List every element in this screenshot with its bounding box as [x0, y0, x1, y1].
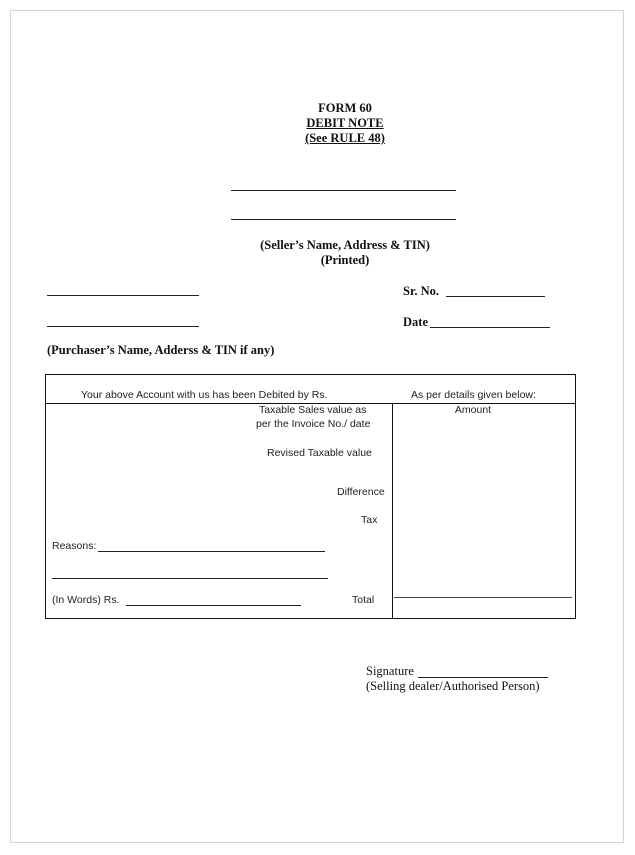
revised-label: Revised Taxable value [267, 447, 372, 459]
date-field[interactable] [430, 327, 550, 328]
total-amount-line[interactable] [394, 597, 572, 598]
purchaser-line-1[interactable] [47, 295, 199, 296]
debit-table [45, 374, 576, 619]
in-words-field[interactable] [126, 605, 301, 606]
form-title [260, 116, 430, 131]
seller-subcaption: (Printed) [320, 253, 370, 267]
form-rule [260, 131, 430, 146]
header-details-text: As per details given below: [411, 389, 536, 401]
form-number: FORM 60 [318, 101, 372, 115]
in-words-label: (In Words) Rs. [52, 594, 120, 606]
column-divider [392, 403, 393, 618]
purchaser-caption: (Purchaser’s Name, Adderss & TIN if any) [47, 343, 275, 357]
seller-line-1[interactable] [231, 190, 456, 191]
reasons-field-2[interactable] [52, 578, 328, 579]
date-label: Date [403, 315, 428, 329]
sr-no-label: Sr. No. [403, 284, 440, 298]
seller-caption: (Seller’s Name, Address & TIN) [260, 238, 430, 252]
reasons-field-1[interactable] [98, 551, 325, 552]
signature-field[interactable] [418, 677, 548, 678]
total-label: Total [352, 594, 375, 606]
signature-caption: (Selling dealer/Authorised Person) [366, 679, 540, 693]
header-debited-text: Your above Account with us has been Debited by Rs. [81, 389, 328, 401]
signature-label: Signature [366, 664, 414, 678]
form-title-text: DEBIT NOTE [306, 116, 384, 130]
reasons-label: Reasons: [52, 540, 97, 552]
taxable-label-2: per the Invoice No./ date [256, 418, 371, 430]
taxable-label-1: Taxable Sales value as [259, 404, 367, 416]
amount-label: Amount [454, 404, 492, 416]
tax-label: Tax [361, 514, 378, 526]
seller-line-2[interactable] [231, 219, 456, 220]
sr-no-field[interactable] [446, 296, 545, 297]
purchaser-line-2[interactable] [47, 326, 199, 327]
form-rule-text: (See RULE 48) [305, 131, 385, 145]
difference-label: Difference [337, 486, 385, 498]
